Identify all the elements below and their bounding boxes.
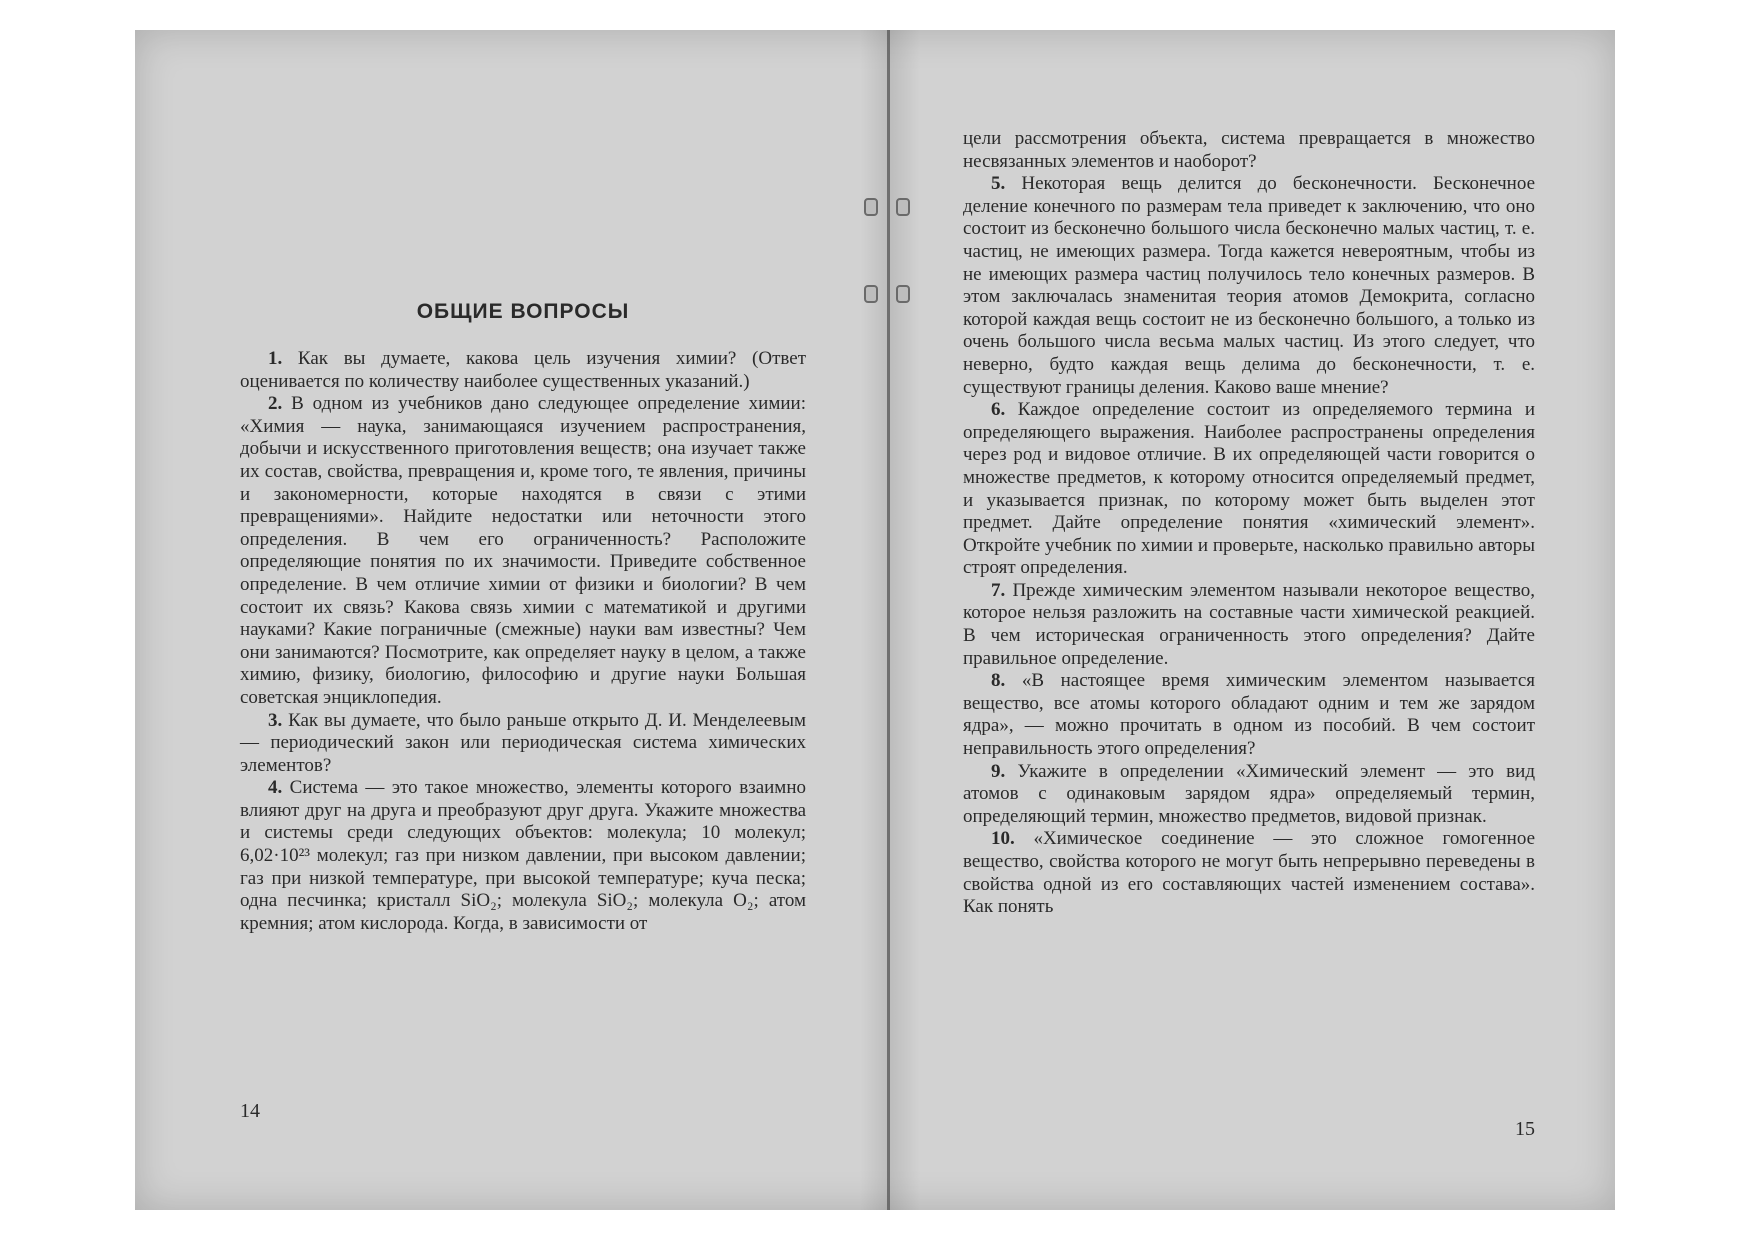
question-paragraph [240,777,806,935]
question-text: Как вы думаете, какова цель изучения химии? (Ответ оценивается по количеству наиболее существенных указаний.) [240,348,806,392]
page-number-right: 15 [1515,1118,1535,1140]
question-paragraph [963,580,1535,670]
question-text: Некоторая вещь делится до бесконечности. Бесконечное деление конечного по размерам тела приведет к заключению, что оно состоит из бесконечно большого числа бесконечно малых частиц, т. е. частиц, не имеющих размера. Тогда кажется невероятным, чтобы из не имеющих размера частиц получилось тело конечных размеров. В этом заключалась знаменитая теория атомов Демокрита, согласно которой каждая вещь состоит не из бесконечно большого, а только из очень большого числа весьма малых частиц. Из этого следует, что неверно, будто каждая вещь делима до бесконечности, т. е. существуют границы деления. Каково ваше мнение? [963,173,1535,398]
question-number: 2. [268,393,283,415]
book-spine [887,30,890,1210]
question-text: Укажите в определении «Химический элемент — это вид атомов с одинаковым зарядом ядра» определяемый термин, определяющий термин, множество предметов, видовой признак. [963,760,1535,827]
question-text: Каждое определение состоит из определяемого термина и определяющего выражения. Наиболее распространены определения через род и видовое отличие. В их определяющей части говорится о множестве предметов, к которому относится определяемый предмет, и указывается признак, по которому может быть выделен этот предмет. Дайте определение понятия «химический элемент». Откройте учебник по химии и проверьте, насколько правильно авторы строят определения. [963,399,1535,579]
question-paragraph [963,828,1535,918]
section-heading: ОБЩИЕ ВОПРОСЫ [416,300,630,323]
question-paragraph [963,761,1535,829]
question-text: В одном из учебников дано следующее определение химии: «Химия — наука, занимающаяся изучением распространения, добычи и искусственного приготовления веществ; она изучает также их состав, свойства, превращения и, кроме того, те явления, причины и закономерности, которые находятся в связи с этими превращениями». Найдите недостатки или неточности этого определения. В чем его ограниченность? Расположите определяющие понятия по их значимости. Приведите собственное определение. В чем отличие химии от физики и биологии? В чем состоит их связь? Какова связь химии с математикой и другими науками? Какие пограничные (смежные) науки вам известны? Чем они занимаются? Посмотрите, как определяет науку в целом, а также химию, физику, биологию, философию и другие науки Большая советская энциклопедия. [240,393,806,708]
right-page-text [963,128,1535,919]
question-number: 9. [991,760,1006,782]
question-text: Система — это такое множество, элементы которого взаимно влияют друг на друга и преобразуют друг друга. Укажите множества и системы среди следующих объектов: молекула; 10 молекул; 6,02·10²³ молекул; газ при низком давлении, при высоком давлении; газ при низкой температуре, при высокой температуре; куча песка; одна песчинка; кристалл SiO₂; молекула SiO₂; молекула O₂; атом кремния; атом кислорода. Когда, в зависимости от [240,777,806,934]
staple-bottom-right [896,285,910,303]
staple-bottom-left [864,285,878,303]
question-paragraph [963,173,1535,399]
question-number: 1. [268,348,283,369]
question-paragraph [963,399,1535,580]
question-text: «В настоящее время химическим элементом называется вещество, все атомы которого обладают одним и тем же зарядом ядра», — можно прочитать в одном из пособий. В чем состоит неправильность этого определения? [963,670,1535,760]
question-number: 8. [991,670,1006,692]
question-text: Как вы думаете, что было раньше открыто Д. И. Менделеевым — периодический закон или периодическая система химических элементов? [240,709,806,776]
question-paragraph [240,710,806,778]
continuation-text: цели рассмотрения объекта, система превращается в множество несвязанных элементов и наоборот? [963,128,1535,172]
question-number: 10. [991,828,1015,850]
left-page-text [240,348,806,935]
question-paragraph [963,670,1535,760]
question-number: 7. [991,579,1006,601]
question-paragraph [240,393,806,709]
staple-top-left [864,198,878,216]
staple-top-right [896,198,910,216]
question-number: 3. [268,709,283,731]
question-paragraph [240,348,806,393]
page-number-left: 14 [240,1100,260,1122]
question-text: «Химическое соединение — это сложное гомогенное вещество, свойства которого не могут быть непрерывно переведены в свойства одной из его составляющих частей изменением состава». Как понять [963,828,1535,918]
question-number: 5. [991,173,1006,195]
question-number: 4. [268,777,283,799]
question-text: Прежде химическим элементом называли некоторое вещество, которое нельзя разложить на составные части химической реакцией. В чем историческая ограниченность этого определения? Дайте правильное определение. [963,579,1535,669]
question-number: 6. [991,399,1006,421]
